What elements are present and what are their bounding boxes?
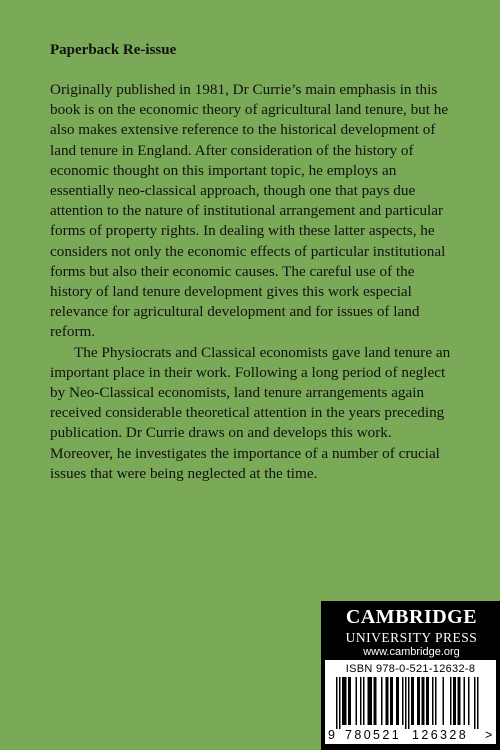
barcode-bar [402, 677, 404, 725]
barcode-bar [435, 677, 437, 725]
barcode-bar [468, 677, 470, 725]
barcode-digit-first: 9 [328, 728, 335, 742]
barcode-bar [390, 677, 392, 725]
paragraph-1: Originally published in 1981, Dr Currie’s main emphasis in this book is on the economic theory of agricultural land tenure, but he also makes extensive reference to the historical development of land tenure in England. After consideration of the history of economic thought on this important topic, he employs an essentially neo-classical approach, though one that pays due attention to the nature of institutional arrangement and particular forms of property rights. In dealing with these latter aspects, he considers not only the economic effects of particular institutional forms but also their economic causes. The careful use of the history of land tenure development gives this work especial relevance for agricultural development and for issues of land reform. [50, 81, 449, 341]
barcode-bar [411, 677, 413, 725]
barcode-bar [363, 677, 365, 725]
barcode-bar [348, 677, 350, 725]
barcode-bar [477, 677, 479, 729]
barcode-bar [432, 677, 434, 725]
barcode-bar [396, 677, 398, 725]
barcode-bar [459, 677, 461, 725]
barcode-bar [453, 677, 455, 725]
barcode-bar [428, 677, 430, 725]
barcode-digit-right: 126328 [412, 728, 469, 742]
barcode-bar [423, 677, 425, 725]
barcode-bar [371, 677, 373, 725]
barcode-bar [474, 677, 476, 729]
barcode-box [325, 660, 496, 744]
barcode-bar [345, 677, 347, 725]
barcode-bar [405, 677, 407, 729]
barcode-bar [336, 677, 338, 729]
barcode-end-mark: > [485, 728, 493, 742]
barcode-bar [368, 677, 370, 725]
barcode-digit-left: 780521 [345, 728, 402, 742]
heading: Paperback Re-issue [50, 42, 177, 58]
barcode-bar [381, 677, 383, 725]
publisher-name: CAMBRIDGE [345, 606, 478, 628]
paragraph-2: The Physiocrats and Classical economists gave land tenure an important place in their work. Following a long period of neglect by Neo-Classical economists, land tenure arrangements again received considerable theoretical attention in the years preceding publication. Dr Currie draws on and develops this work. Moreover, he investigates the importance of a number of crucial issues that were being neglected at the time. [50, 343, 451, 482]
barcode-bar [342, 677, 344, 725]
barcode-bar [426, 677, 428, 725]
barcode-bar [392, 677, 394, 725]
barcode-bar [450, 677, 452, 725]
barcode-bar [464, 677, 466, 725]
barcode-bar [413, 677, 415, 725]
barcode-bar [417, 677, 419, 725]
barcode-bar [350, 677, 352, 725]
barcode-bar [387, 677, 389, 725]
barcode-bar [344, 677, 346, 725]
barcode-bar [375, 677, 377, 725]
barcode-bar [374, 677, 376, 725]
isbn-label: ISBN 978-0-521-12632-8 [345, 663, 476, 675]
barcode-bar [356, 677, 358, 725]
blurb [50, 80, 452, 484]
barcode-bar [398, 677, 400, 725]
barcode-bar [458, 677, 460, 725]
barcode-icon [336, 677, 486, 729]
barcode-bar [360, 677, 362, 725]
barcode-bar [408, 677, 410, 729]
barcode-bar [455, 677, 457, 725]
barcode-bar [386, 677, 388, 725]
publisher-url: www.cambridge.org [363, 646, 460, 658]
barcode-bar [419, 677, 421, 725]
barcode-bar [369, 677, 371, 725]
barcode-bar [422, 677, 424, 725]
barcode-bar [339, 677, 341, 729]
barcode-bar [443, 677, 445, 725]
publisher-subtitle: UNIVERSITY PRESS [345, 630, 478, 645]
